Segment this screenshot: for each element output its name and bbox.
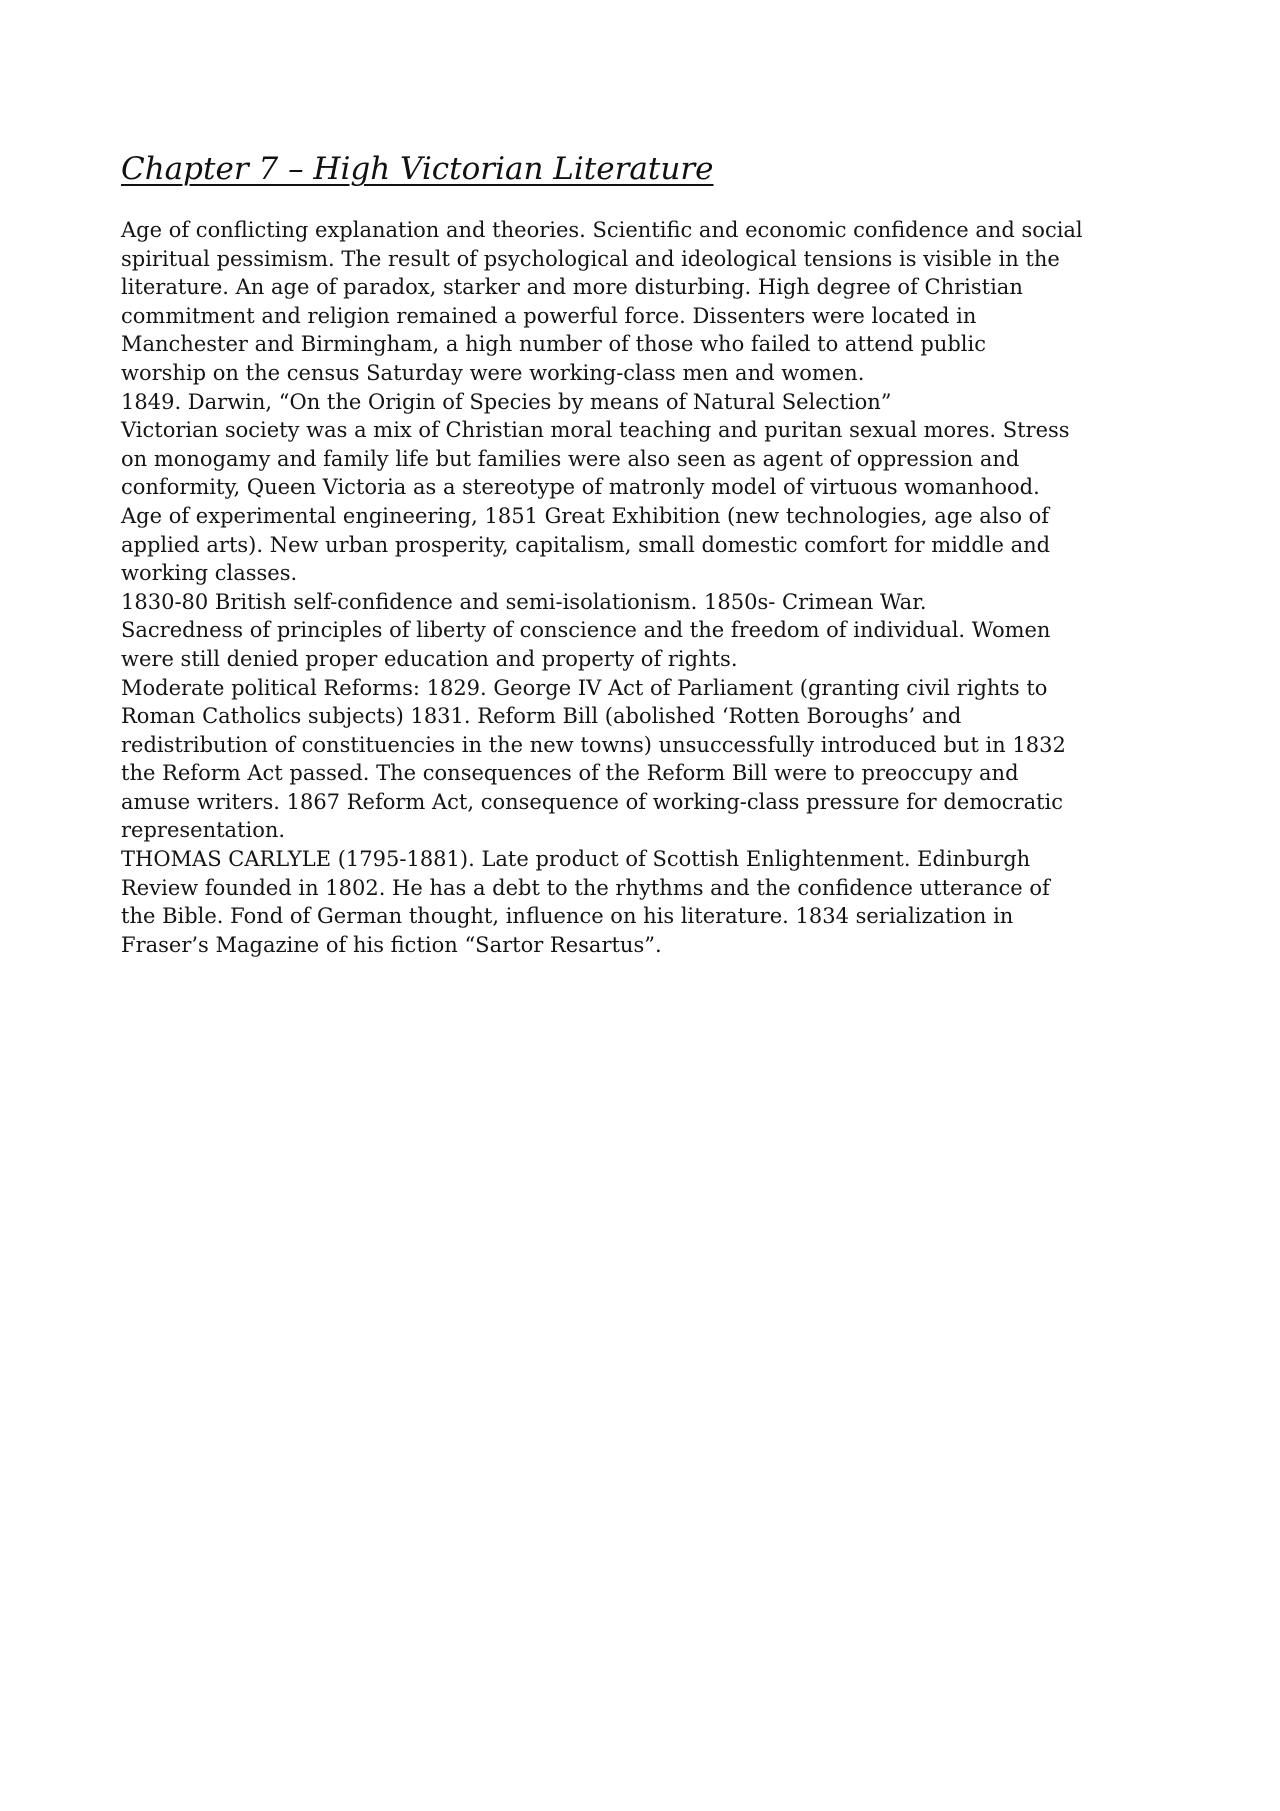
text-line: conformity, Queen Victoria as a stereotype of matronly model of virtuous womanhood.: [121, 475, 1040, 500]
text-line: on monogamy and family life but families were also seen as agent of oppression and: [121, 446, 1020, 471]
body-text: [121, 216, 1181, 959]
text-line: Age of conflicting explanation and theories. Scientific and economic confidence and social: [121, 218, 1083, 242]
text-line: redistribution of constituencies in the new towns) unsuccessfully introduced but in 1832: [121, 732, 1066, 757]
text-line: Victorian society was a mix of Christian moral teaching and puritan sexual mores. Stress: [121, 418, 1070, 443]
text-line: Manchester and Birmingham, a high number of those who failed to attend public: [121, 332, 986, 357]
chapter-title: Chapter 7 – High Victorian Literature: [121, 151, 714, 187]
text-line: working classes.: [121, 561, 298, 586]
text-line: Moderate political Reforms: 1829. George IV Act of Parliament (granting civil rights to: [121, 675, 1048, 700]
text-line: worship on the census Saturday were working-class men and women.: [121, 360, 865, 385]
text-line: amuse writers. 1867 Reform Act, consequence of working-class pressure for democratic: [121, 789, 1064, 814]
text-line: Review founded in 1802. He has a debt to the rhythms and the confidence utterance of: [121, 875, 1050, 900]
text-line: representation.: [121, 818, 286, 843]
text-line: literature. An age of paradox, starker and more disturbing. High degree of Christian: [121, 275, 1023, 300]
text-line: the Reform Act passed. The consequences of the Reform Bill were to preoccupy and: [121, 761, 1019, 786]
text-line: applied arts). New urban prosperity, capitalism, small domestic comfort for middle and: [121, 532, 1051, 557]
text-line: Sacredness of principles of liberty of conscience and the freedom of individual. Women: [121, 618, 1051, 643]
text-line: the Bible. Fond of German thought, influence on his literature. 1834 serialization in: [121, 904, 1014, 929]
text-line: Age of experimental engineering, 1851 Great Exhibition (new technologies, age also of: [121, 503, 1050, 528]
text-line: were still denied proper education and property of rights.: [121, 646, 738, 671]
text-line: Fraser’s Magazine of his fiction “Sartor Resartus”.: [121, 932, 662, 957]
text-line: spiritual pessimism. The result of psychological and ideological tensions is visible in the: [121, 246, 1060, 271]
page-content: [121, 150, 1181, 959]
text-line: 1830-80 British self-confidence and semi-isolationism. 1850s- Crimean War.: [121, 589, 927, 614]
text-line: THOMAS CARLYLE (1795-1881). Late product of Scottish Enlightenment. Edinburgh: [121, 847, 1031, 872]
text-line: commitment and religion remained a powerful force. Dissenters were located in: [121, 303, 977, 328]
text-line: Roman Catholics subjects) 1831. Reform Bill (abolished ‘Rotten Boroughs’ and: [121, 704, 962, 729]
text-line: 1849. Darwin, “On the Origin of Species by means of Natural Selection”: [121, 389, 892, 414]
